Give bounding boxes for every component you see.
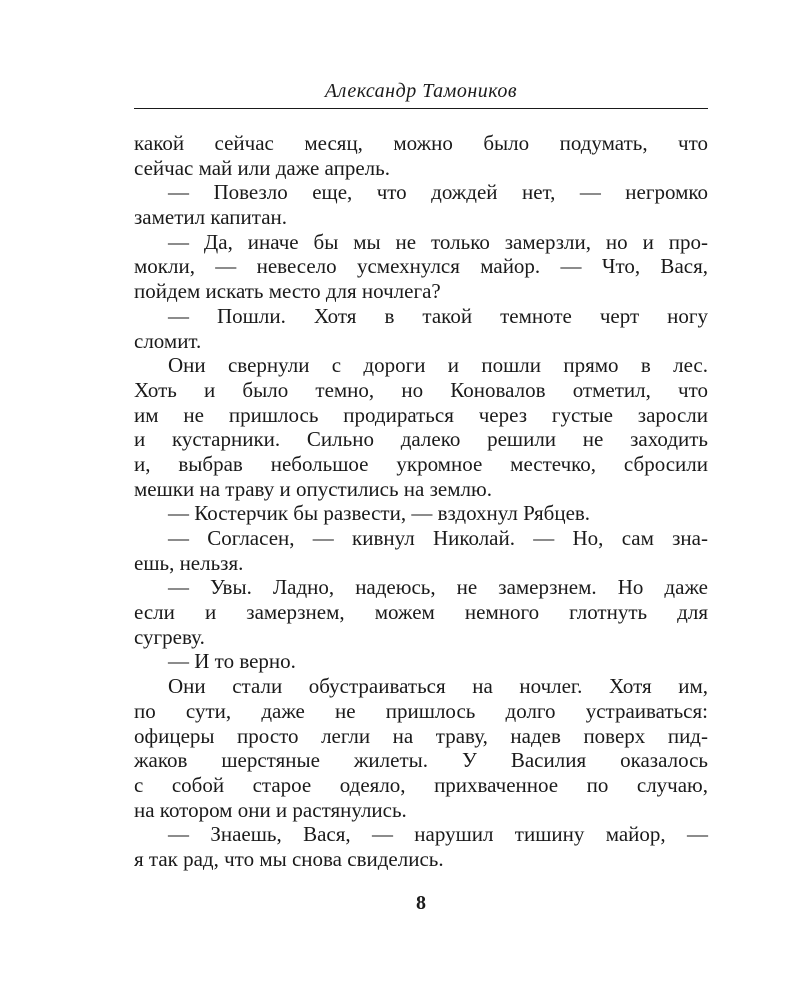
text-line: какой сейчас месяц, можно было подумать, что bbox=[134, 131, 708, 155]
text-line: если и замерзнем, можем немного глотнуть для bbox=[134, 600, 708, 625]
running-header-author: Александр Тамоников bbox=[324, 80, 518, 102]
text-line: и кустарники. Сильно далеко решили не заходить bbox=[134, 427, 708, 452]
text-line: ешь, нельзя. bbox=[134, 550, 244, 575]
text-line: заметил капитан. bbox=[134, 205, 288, 230]
text-line: сугреву. bbox=[134, 624, 205, 649]
text-line: пойдем искать место для ночлега? bbox=[134, 279, 441, 304]
text-line: Они стали обустраиваться на ночлег. Хотя им, bbox=[168, 674, 708, 699]
text-line: им не пришлось продираться через густые заросли bbox=[134, 402, 708, 427]
text-line: офицеры просто легли на траву, надев поверх пид- bbox=[134, 723, 708, 748]
text-line: — Пошли. Хотя в такой темноте черт ногу bbox=[168, 303, 708, 328]
text-line: — Костерчик бы развести, — вздохнул Рябцев. bbox=[168, 501, 591, 526]
text-line: сломит. bbox=[134, 328, 202, 353]
text-line: — Повезло еще, что дождей нет, — негромко bbox=[168, 180, 708, 205]
text-line: мешки на траву и опустились на землю. bbox=[134, 476, 492, 501]
text-line: — Увы. Ладно, надеюсь, не замерзнем. Но даже bbox=[168, 575, 708, 600]
text-line: — Знаешь, Вася, — нарушил тишину майор, — bbox=[168, 822, 708, 847]
text-line: жаков шерстяные жилеты. У Василия оказалось bbox=[134, 748, 708, 773]
text-line: Они свернули с дороги и пошли прямо в лес. bbox=[168, 353, 708, 378]
body-text bbox=[134, 131, 708, 872]
text-line: я так рад, что мы снова свиделись. bbox=[134, 846, 444, 871]
text-line: и, выбрав небольшое укромное местечко, сбросили bbox=[134, 451, 708, 476]
header-rule bbox=[134, 108, 708, 109]
text-line: Хоть и было темно, но Коновалов отметил, что bbox=[134, 377, 708, 402]
text-line: — И то верно. bbox=[168, 649, 296, 674]
text-line: по сути, даже не пришлось долго устраиваться: bbox=[134, 698, 708, 723]
text-line: — Да, иначе бы мы не только замерзли, но и про- bbox=[168, 229, 708, 254]
text-line: мокли, — невесело усмехнулся майор. — Что, Вася, bbox=[134, 254, 708, 279]
text-line: сейчас май или даже апрель. bbox=[134, 155, 390, 180]
page-number: 8 bbox=[416, 892, 426, 914]
text-line: на котором они и растянулись. bbox=[134, 797, 407, 822]
text-line: с собой старое одеяло, прихваченное по случаю, bbox=[134, 772, 708, 797]
text-line: — Согласен, — кивнул Николай. — Но, сам зна- bbox=[168, 526, 708, 550]
